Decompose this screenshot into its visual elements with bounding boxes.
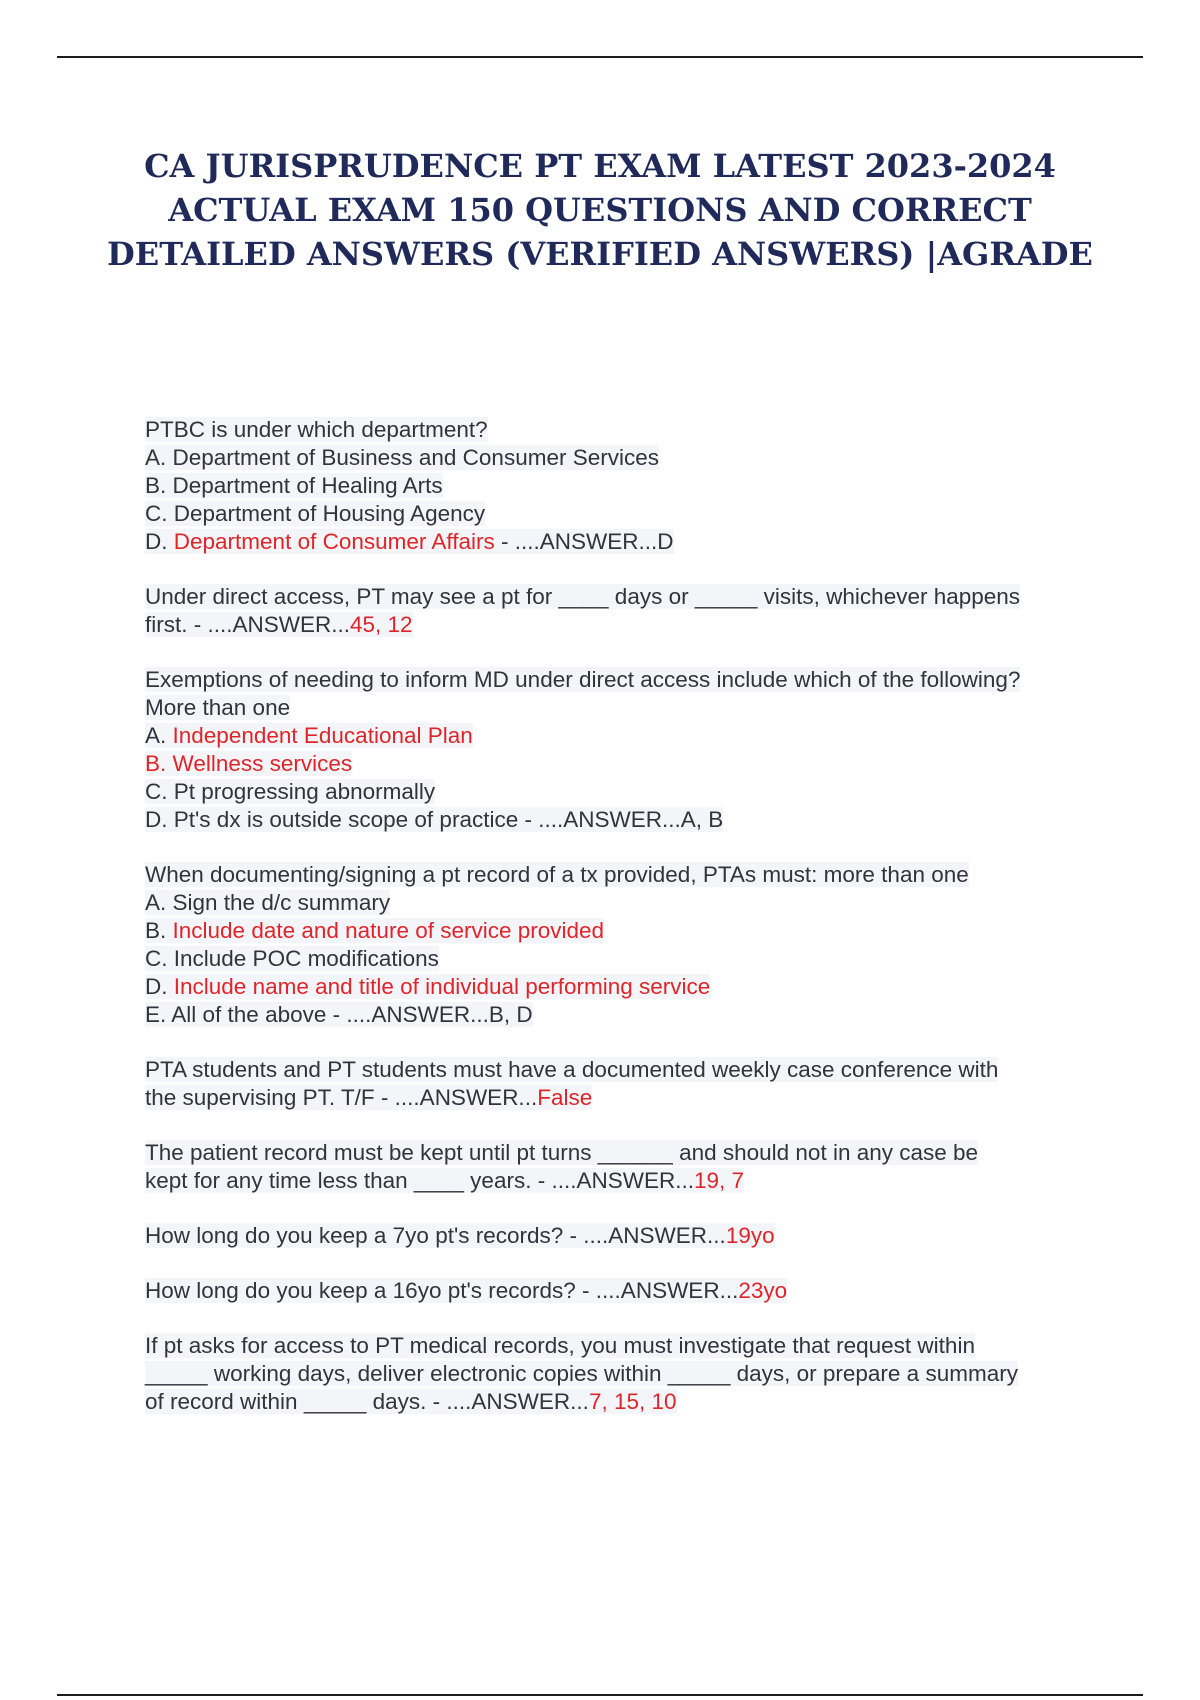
option-b xyxy=(145,750,1095,778)
option-a: A. Independent Educational Plan xyxy=(145,723,473,748)
title-line-2: ACTUAL EXAM 150 QUESTIONS AND CORRECT xyxy=(168,191,1032,229)
question-block-6 xyxy=(145,1139,1095,1195)
answer-value: 7, 15, 10 xyxy=(588,1389,677,1414)
question-block-9 xyxy=(145,1332,1095,1416)
question-block-1 xyxy=(145,416,1095,556)
answer-line: How long do you keep a 16yo pt's records? - ....ANSWER...23yo xyxy=(145,1278,788,1303)
option-c: C. Department of Housing Agency xyxy=(145,501,486,526)
correct-answer-highlight: Independent Educational Plan xyxy=(172,723,473,748)
option-b: B. Include date and nature of service provided xyxy=(145,918,605,943)
question-block-2 xyxy=(145,583,1095,639)
bottom-rule xyxy=(57,1694,1143,1696)
option-a: A. Department of Business and Consumer Services xyxy=(145,445,659,470)
question-text: When documenting/signing a pt record of a tx provided, PTAs must: more than one xyxy=(145,862,969,887)
question-block-5 xyxy=(145,1056,1095,1112)
question-block-8 xyxy=(145,1277,1095,1305)
question-block-3 xyxy=(145,666,1095,834)
question-block-7 xyxy=(145,1222,1095,1250)
title-line-1: CA JURISPRUDENCE PT EXAM LATEST 2023-2024 xyxy=(144,147,1056,185)
document-title xyxy=(80,144,1120,276)
answer-value: 19, 7 xyxy=(693,1168,745,1193)
top-rule xyxy=(57,56,1143,58)
question-text-cont: _____ working days, deliver electronic copies within _____ days, or prepare a summary xyxy=(145,1361,1018,1386)
question-block-4 xyxy=(145,861,1095,1029)
question-list xyxy=(145,416,1095,1443)
option-d: D. Include name and title of individual performing service xyxy=(145,974,711,999)
answer-line: of record within _____ days. - ....ANSWER...7, 15, 10 xyxy=(145,1389,677,1414)
correct-answer-highlight: B. Wellness services xyxy=(145,751,353,776)
question-text-cont: More than one xyxy=(145,695,291,720)
question-text: PTBC is under which department? xyxy=(145,417,488,442)
option-c: C. Pt progressing abnormally xyxy=(145,779,436,804)
question-text: The patient record must be kept until pt turns ______ and should not in any case be xyxy=(145,1140,979,1165)
question-text: If pt asks for access to PT medical records, you must investigate that request within xyxy=(145,1333,975,1358)
answer-value: 19yo xyxy=(725,1223,775,1248)
correct-answer-highlight: Include name and title of individual performing service xyxy=(173,974,711,999)
answer-value: False xyxy=(537,1085,593,1110)
question-text: Under direct access, PT may see a pt for ____ days or _____ visits, whichever happens xyxy=(145,584,1021,609)
correct-answer-highlight: Include date and nature of service provided xyxy=(172,918,605,943)
answer-line: first. - ....ANSWER...45, 12 xyxy=(145,612,413,637)
answer-line: How long do you keep a 7yo pt's records? - ....ANSWER...19yo xyxy=(145,1223,775,1248)
title-line-3: DETAILED ANSWERS (VERIFIED ANSWERS) |AGRADE xyxy=(107,235,1093,273)
answer-value: 45, 12 xyxy=(350,612,413,637)
question-text: PTA students and PT students must have a documented weekly case conference with xyxy=(145,1057,999,1082)
answer-line: kept for any time less than ____ years. - ....ANSWER...19, 7 xyxy=(145,1168,745,1193)
answer-line: the supervising PT. T/F - ....ANSWER...False xyxy=(145,1085,593,1110)
option-c: C. Include POC modifications xyxy=(145,946,439,971)
option-d: D. Pt's dx is outside scope of practice - ....ANSWER...A, B xyxy=(145,807,724,832)
question-text: Exemptions of needing to inform MD under direct access include which of the following? xyxy=(145,667,1021,692)
option-a: A. Sign the d/c summary xyxy=(145,890,391,915)
answer-value: 23yo xyxy=(738,1278,788,1303)
option-d: D. Department of Consumer Affairs - ....ANSWER...D xyxy=(145,529,674,554)
option-e: E. All of the above - ....ANSWER...B, D xyxy=(145,1002,533,1027)
option-b: B. Department of Healing Arts xyxy=(145,473,443,498)
correct-answer-highlight: Department of Consumer Affairs xyxy=(173,529,495,554)
